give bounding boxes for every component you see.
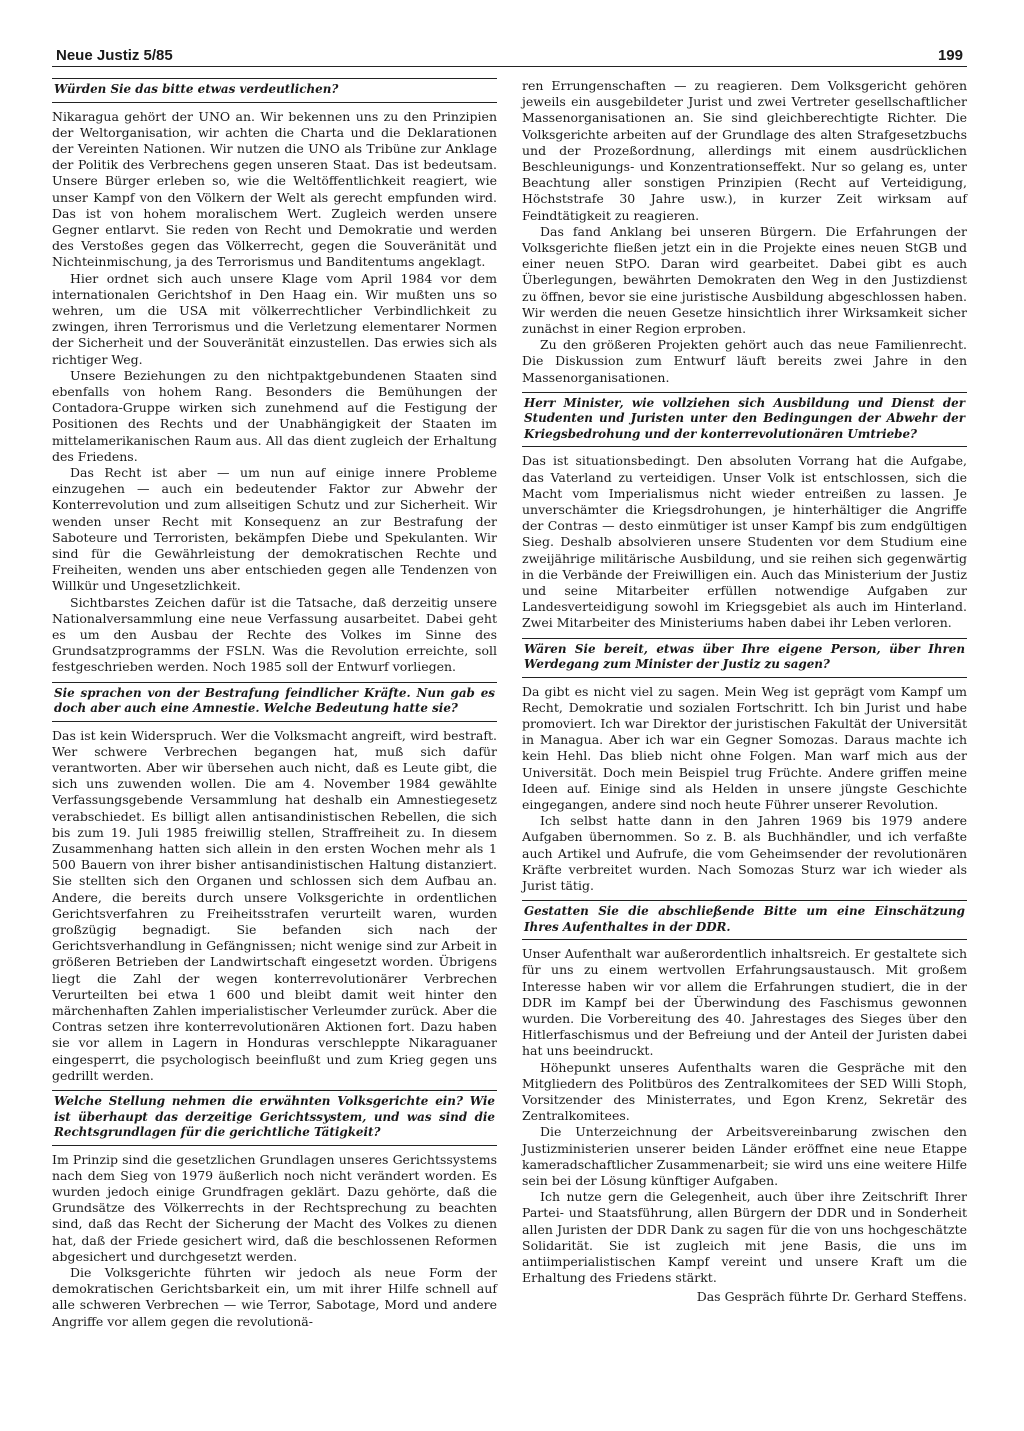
answer-paragraph: Unsere Beziehungen zu den nichtpaktgebundenen Staaten sind ebenfalls von hohem Rang. Besonders die Bemühungen der Contadora-Gruppe wirken sich zunehmend auf die Festigung der Positionen des Rechts und der Unabhängigkeit der Staaten im mittelamerikanischen Raum aus. All das dient zugleich der Erhaltung des Friedens.: [52, 367, 497, 464]
answer-paragraph: Die Unterzeichnung der Arbeitsvereinbarung zwischen den Justizministerien unserer beiden Länder eröffnet eine neue Etappe kameradschaftlicher Zusammenarbeit; sie wird uns eine weitere Hilfe sein bei der Lösung künftiger Aufgaben.: [522, 1124, 967, 1189]
page-header: [52, 44, 967, 67]
answer-paragraph: ren Errungenschaften — zu reagieren. Dem Volksgericht gehören jeweils ein ausgebildeter Jurist und zwei Vertreter gesellschaftlicher Massenorganisationen an. Sie sind gleichberechtigte Richter. Die Volksgerichte arbeiten auf der Grundlage des alten Strafgesetzbuchs und der Prozeßordnung, allerdings mit einem ausdrücklichen Beschleunigungs- und Konzentrationseffekt. Nur so gelang es, unter Beachtung aller sonstigen Prinzipien (Recht auf Verteidigung, Höchststrafe 30 Jahre usw.), in kurzer Zeit wirksam auf Feindtätigkeit zu reagieren.: [522, 78, 967, 223]
answer-paragraph: Zu den größeren Projekten gehört auch das neue Familienrecht. Die Diskussion zum Entwurf läuft bereits zwei Jahre in den Massenorganisationen.: [522, 337, 967, 385]
answer-paragraph: Das ist kein Widerspruch. Wer die Volksmacht angreift, wird bestraft. Wer schwere Verbrechen begangen hat, muß sich dafür verantworten. Aber wir übersehen auch nicht, daß es Leute gibt, die sich uns zuwenden wollen. Die am 4. November 1984 gewählte Verfassungsgebende Versammlung hat deshalb ein Amnestiegesetz verabschiedet. Es billigt allen antisandinistischen Rebellen, die sich bis zum 19. Juli 1985 freiwillig stellen, Straffreiheit zu. In diesem Zusammenhang hatten sich allein in den ersten Wochen mehr als 1 500 Bauern von ihrer bisher antisandinistischen Haltung distanziert. Sie stellten sich den Organen und schlossen sich dem Aufbau an. Andere, die bereits durch unsere Volksgerichte in ordentlichen Gerichtsverfahren zu Freiheitsstrafen verurteilt waren, wurden großzügig begnadigt. Sie befanden sich nach der Gerichtsverhandlung in Gefängnissen; nicht wenige sind zur Arbeit in größeren Betrieben der Landwirtschaft eingesetzt worden. Übrigens liegt die Zahl der wegen konterrevolutionärer Verbrechen Verurteilten bei etwa 1 600 und bleibt damit weit hinter den märchenhaften Zahlen imperialistischer Verleumder zurück. Aber die Contras setzen ihre konterrevolutionären Aktionen fort. Dazu haben sie vor allem in Lagern in Honduras verschleppte Nikaraguaner eingesperrt, die psychologisch beeinflußt und zum Krieg gegen uns gedrillt werden.: [52, 727, 497, 1083]
answer-paragraph: Hier ordnet sich auch unsere Klage vom April 1984 vor dem internationalen Gerichtshof in Den Haag ein. Wir mußten uns so wehren, um die USA mit völkerrechtlicher Verbindlichkeit zu zwingen, ihren Terrorismus und die Verletzung elementarer Normen der Sicherheit und der Souveränität einzustellen. Das erwies sich als richtiger Weg.: [52, 270, 497, 367]
interview-question: Würden Sie das bitte etwas verdeutlichen?: [52, 78, 497, 103]
right-column: [522, 78, 967, 1305]
answer-paragraph: Im Prinzip sind die gesetzlichen Grundlagen unseres Gerichtssystems nach dem Sieg von 1979 äußerlich noch nicht verändert worden. Es wurden jedoch einige Grundfragen geklärt. Dazu gehörte, daß die Grundsätze des Völkerrechts in der Rechtsprechung zu beachten sind, daß das Recht der Sicherung der Macht des Volkes zu dienen hat, daß der Friede gesichert wird, daß die beschlossenen Reformen abgesichert und durchgesetzt werden.: [52, 1151, 497, 1264]
page-number: 199: [937, 47, 963, 64]
answer-paragraph: Unser Aufenthalt war außerordentlich inhaltsreich. Er gestaltete sich für uns zu einem wertvollen Erfahrungsaustausch. Mit großem Interesse haben wir vor allem die Erfahrungen studiert, die in der DDR im Kampf bei der Überwindung des Faschismus gewonnen wurden. Die Vorbereitung des 40. Jahrestages des Sieges über den Hitlerfaschismus und der Befreiung und der Anteil der Juristen dabei hat uns beeindruckt.: [522, 946, 967, 1059]
answer-paragraph: Sichtbarstes Zeichen dafür ist die Tatsache, daß derzeitig unsere Nationalversammlung eine neue Verfassung ausarbeitet. Dabei geht es um den Ausbau der Rechte des Volkes im Sinne des Grundsatzprogramms der FSLN. Was die Revolution erreichte, soll festgeschrieben werden. Noch 1985 soll der Entwurf vorliegen.: [52, 594, 497, 675]
answer-paragraph: Das ist situationsbedingt. Den absoluten Vorrang hat die Aufgabe, das Vaterland zu verteidigen. Unser Volk ist entschlossen, sich die Macht vom Imperialismus nicht wieder entreißen zu lassen. Je unverschämter die Kriegsdrohungen, je hinterhältiger die Angriffe der Contras — desto einmütiger ist unser Kampf bis zum endgültigen Sieg. Deshalb absolvieren unsere Studenten vor dem Studium eine zweijährige militärische Ausbildung, und sie reihen sich gegenwärtig in die Verbände der Freiwilligen ein. Auch das Ministerium der Justiz und seine Mitarbeiter erfüllen notwendige Aufgaben zur Landesverteidigung sowohl im Kriegsgebiet als auch im Hinterland. Zwei Mitarbeiter des Ministeriums haben dabei ihr Leben verloren.: [522, 453, 967, 631]
answer-paragraph: Ich nutze gern die Gelegenheit, auch über ihre Zeitschrift Ihrer Partei- und Staatsführung, allen Bürgern der DDR und in Sonderheit allen Juristen der DDR Dank zu sagen für die von uns hochgeschätzte Solidarität. Sie ist zugleich mit jene Basis, die uns im antiimperialistischen Kampf vereint und unsere Kraft um die Erhaltung des Friedens stärkt.: [522, 1189, 967, 1286]
left-column: [52, 78, 497, 1330]
answer-paragraph: Das fand Anklang bei unseren Bürgern. Die Erfahrungen der Volksgerichte fließen jetzt ein in die Projekte eines neuen StGB und einer neuen StPO. Daran wird gearbeitet. Dabei gibt es auch Überlegungen, bewährten Demokraten den Weg in den Justizdienst zu öffnen, bevor sie eine juristische Ausbildung abgeschlossen haben. Wir werden die neuen Gesetze hinsichtlich ihrer Wirksamkeit sicher zunächst in einer Region erproben.: [522, 223, 967, 337]
interview-question: Welche Stellung nehmen die erwähnten Volksgerichte ein? Wie ist überhaupt das derzeitige Gerichtssystem, und was sind die Rechtsgrundlagen für die gerichtliche Tätigkeit?: [52, 1090, 497, 1146]
answer-paragraph: Nikaragua gehört der UNO an. Wir bekennen uns zu den Prinzipien der Weltorganisation, wir achten die Charta und die Deklarationen der Vereinten Nationen. Wir nutzen die UNO als Tribüne zur Anklage der Politik des Verbrechens gegen unseren Staat. Das ist bedeutsam. Unsere Bürger erleben so, wie die Weltöffentlichkeit reagiert, wie unser Kampf von den Völkern der Welt als gerecht empfunden wird. Das ist von hohem moralischem Wert. Zugleich werden unsere Gegner entlarvt. Sie reden von Recht und Demokratie und werden des Verstoßes gegen das Völkerrecht, gegen die Souveränität und Nichteinmischung, ja des Terrorismus und Banditentums angeklagt.: [52, 108, 497, 270]
answer-paragraph: Ich selbst hatte dann in den Jahren 1969 bis 1979 andere Aufgaben übernommen. So z. B. als Buchhändler, und ich verfaßte auch Artikel und Aufrufe, die vom Geheimsender der revolutionären Kräfte verbreitet wurden. Nach Somozas Sturz war ich wieder als Jurist tätig.: [522, 813, 967, 894]
interview-question: Gestatten Sie die abschließende Bitte um eine Einschätzung Ihres Aufenthaltes in der DDR.: [522, 900, 967, 940]
answer-paragraph: Das Recht ist aber — um nun auf einige innere Probleme einzugehen — auch ein bedeutender Faktor zur Abwehr der Konterrevolution und zum allseitigen Schutz und zur Sicherheit. Wir wenden unser Recht mit Konsequenz an zur Bestrafung der Saboteure und Terroristen, bekämpfen Diebe und Spekulanten. Wir sind für die Gewährleistung der demokratischen Rechte und Freiheiten, wenden uns aber entschieden gegen alle Tendenzen von Willkür und Ungesetzlichkeit.: [52, 464, 497, 594]
answer-paragraph: Die Volksgerichte führten wir jedoch als neue Form der demokratischen Gerichtsbarkeit ein, um mit ihrer Hilfe schnell auf alle schweren Verbrechen — wie Terror, Sabotage, Mord und andere Angriffe vor allem gegen die revolutionä-: [52, 1265, 497, 1329]
interview-question: Wären Sie bereit, etwas über Ihre eigene Person, über Ihren Werdegang zum Minister der Justiz zu sagen?: [522, 638, 967, 678]
journal-title: Neue Justiz 5/85: [56, 47, 173, 64]
answer-paragraph: Höhepunkt unseres Aufenthalts waren die Gespräche mit den Mitgliedern des Politbüros des Zentralkomitees der SED Willi Stoph, Vorsitzender des Ministerrates, und Egon Krenz, Sekretär des Zentralkomitees.: [522, 1059, 967, 1124]
interview-question: Sie sprachen von der Bestrafung feindlicher Kräfte. Nun gab es doch aber auch eine Amnestie. Welche Bedeutung hatte sie?: [52, 682, 497, 722]
answer-paragraph: Da gibt es nicht viel zu sagen. Mein Weg ist geprägt vom Kampf um Recht, Demokratie und sozialen Fortschritt. Ich bin Jurist und habe promoviert. Ich war Direktor der juristischen Fakultät der Universität in Managua. Aber ich war ein Gegner Somozas. Daraus machte ich kein Hehl. Das blieb nicht ohne Folgen. Man warf mich aus der Universität. Doch mein Beispiel trug Früchte. Andere griffen meine Ideen auf. Einige sind als Helden in unsere jüngste Geschichte eingegangen, andere sind noch heute Führer unserer Revolution.: [522, 683, 967, 813]
interviewer-signature: Das Gespräch führte Dr. Gerhard Steffens.: [696, 1288, 967, 1304]
journal-page: [52, 44, 967, 1404]
interview-question: Herr Minister, wie vollziehen sich Ausbildung und Dienst der Studenten und Juristen unter den Bedingungen der Abwehr der Kriegsbedrohung und der konterrevolutionären Umtriebe?: [522, 392, 967, 448]
